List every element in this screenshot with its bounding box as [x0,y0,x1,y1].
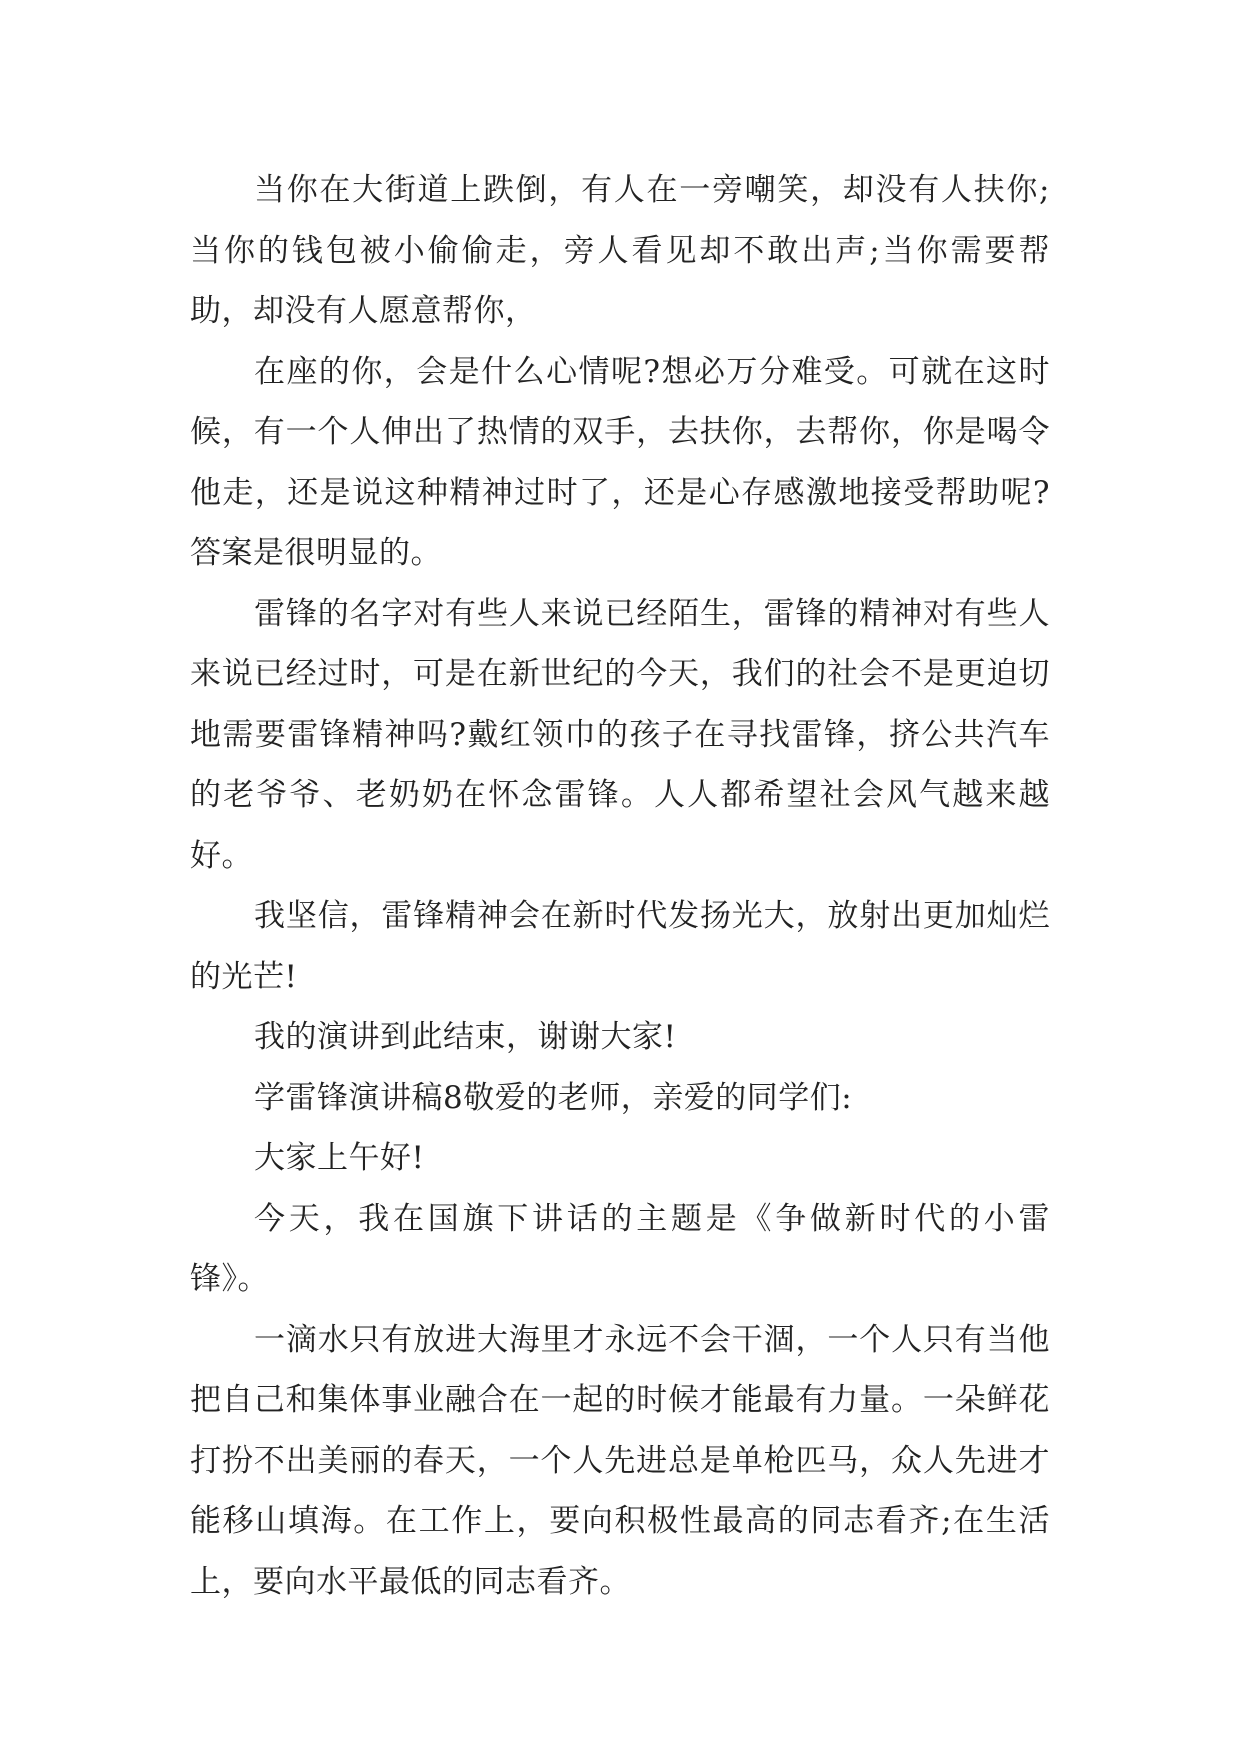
paragraph-2: 在座的你，会是什么心情呢?想必万分难受。可就在这时候，有一个人伸出了热情的双手，去扶你，去帮你，你是喝令他走，还是说这种精神过时了，还是心存感激地接受帮助呢?答案是很明显的。 [190,353,1050,571]
paragraph-6: 学雷锋演讲稿8敬爱的老师，亲爱的同学们: [254,1079,853,1116]
paragraph-8: 今天，我在国旗下讲话的主题是《争做新时代的小雷锋》。 [190,1200,1050,1297]
paragraph-3: 雷锋的名字对有些人来说已经陌生，雷锋的精神对有些人来说已经过时，可是在新世纪的今天，我们的社会不是更迫切地需要雷锋精神吗?戴红领巾的孩子在寻找雷锋，挤公共汽车的老爷爷、老奶奶在怀念雷锋。人人都希望社会风气越来越好。 [190,595,1050,874]
paragraph-7: 大家上午好! [254,1140,425,1176]
paragraph-4: 我坚信，雷锋精神会在新时代发扬光大，放射出更加灿烂的光芒! [190,898,1050,995]
paragraph-1: 当你在大街道上跌倒，有人在一旁嘲笑，却没有人扶你;当你的钱包被小偷偷走，旁人看见却不敢出声;当你需要帮助，却没有人愿意帮你， [190,172,1050,329]
paragraph-5: 我的演讲到此结束，谢谢大家! [254,1019,677,1055]
document-body [190,160,1050,1612]
paragraph-9: 一滴水只有放进大海里才永远不会干涸，一个人只有当他把自己和集体事业融合在一起的时候才能最有力量。一朵鲜花打扮不出美丽的春天，一个人先进总是单枪匹马，众人先进才能移山填海。在工作上，要向积极性最高的同志看齐;在生活上，要向水平最低的同志看齐。 [190,1321,1050,1600]
